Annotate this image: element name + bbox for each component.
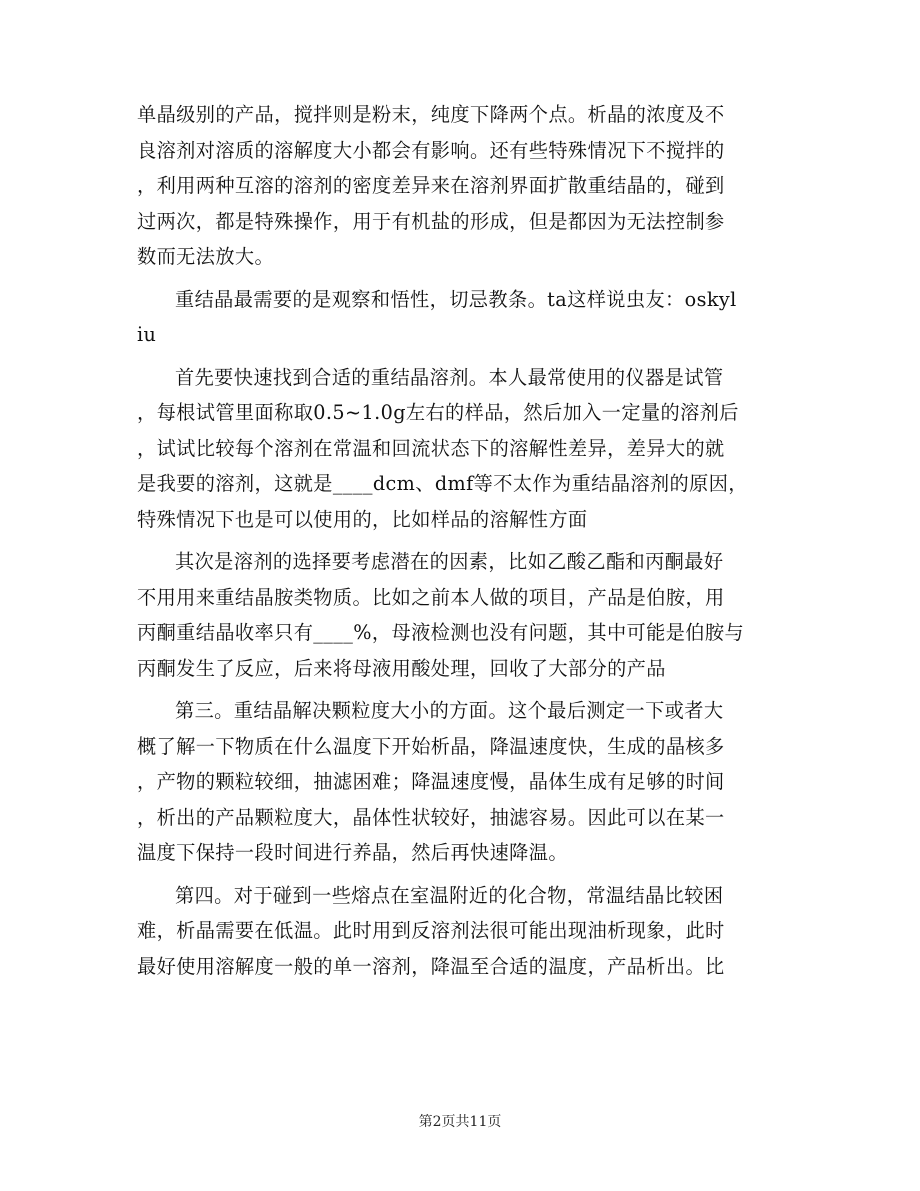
paragraph-5 (137, 693, 777, 871)
paragraph-2 (137, 282, 777, 353)
text-line: 首先要快速找到合适的重结晶溶剂。本人最常使用的仪器是试管 (175, 365, 724, 389)
text-line: 第三。重结晶解决颗粒度大小的方面。这个最后测定一下或者大 (175, 699, 724, 722)
paragraph-6 (137, 878, 777, 985)
text-line: 最好使用溶解度一般的单一溶剂，降温至合适的温度，产品析出。比 (137, 954, 725, 978)
text-line: 不用用来重结晶胺类物质。比如之前本人做的项目，产品是伯胺，用 (137, 585, 725, 609)
text-line: 重结晶最需要的是观察和悟性，切忌教条。ta这样说虫友：oskyl (175, 287, 737, 311)
text-line: 数而无法放大。 (137, 245, 275, 268)
text-line: ，利用两种互溶的溶剂的密度差异来在溶剂界面扩散重结晶的，碰到 (137, 174, 725, 197)
text-line: ，每根试管里面称取0.5~1.0g左右的样品，然后加入一定量的溶剂后 (137, 401, 739, 424)
page-number: 第2页共11页 (418, 1114, 502, 1130)
text-line: 过两次，都是特殊操作，用于有机盐的形成，但是都因为无法控制参 (137, 209, 725, 233)
text-line: 其次是溶剂的选择要考虑潜在的因素，比如乙酸乙酯和丙酮最好 (175, 550, 724, 573)
text-line: 温度下保持一段时间进行养晶，然后再快速降温。 (137, 841, 568, 864)
paragraph-4 (137, 544, 777, 686)
text-line: 单晶级别的产品，搅拌则是粉末，纯度下降两个点。析晶的浓度及不 (137, 103, 725, 126)
text-line: 第四。对于碰到一些熔点在室温附近的化合物，常温结晶比较困 (175, 883, 724, 907)
text-line: iu (137, 323, 157, 346)
text-line: 是我要的溶剂，这就是____dcm、dmf等不太作为重结晶溶剂的原因， (137, 472, 748, 495)
paragraph-1 (137, 97, 777, 275)
document-body (137, 97, 777, 991)
text-line: 丙酮发生了反应，后来将母液用酸处理，回收了大部分的产品 (137, 656, 666, 680)
text-line: 良溶剂对溶质的溶解度大小都会有影响。还有些特殊情况下不搅拌的 (137, 138, 725, 162)
text-line: ，产物的颗粒较细，抽滤困难；降温速度慢，晶体生成有足够的时间 (137, 770, 725, 793)
text-line: 概了解一下物质在什么温度下开始析晶，降温速度快，生成的晶核多 (137, 734, 725, 758)
text-line: 特殊情况下也是可以使用的，比如样品的溶解性方面 (137, 507, 588, 531)
paragraph-3 (137, 360, 777, 538)
text-line: 难，析晶需要在低温。此时用到反溶剂法很可能出现油析现象，此时 (137, 919, 725, 942)
text-line: ，试试比较每个溶剂在常温和回流状态下的溶解性差异，差异大的就 (137, 436, 725, 460)
text-line: ，析出的产品颗粒度大，晶体性状较好，抽滤容易。因此可以在某一 (137, 805, 725, 829)
text-line: 丙酮重结晶收率只有____%，母液检测也没有问题，其中可能是伯胺与 (137, 621, 745, 644)
